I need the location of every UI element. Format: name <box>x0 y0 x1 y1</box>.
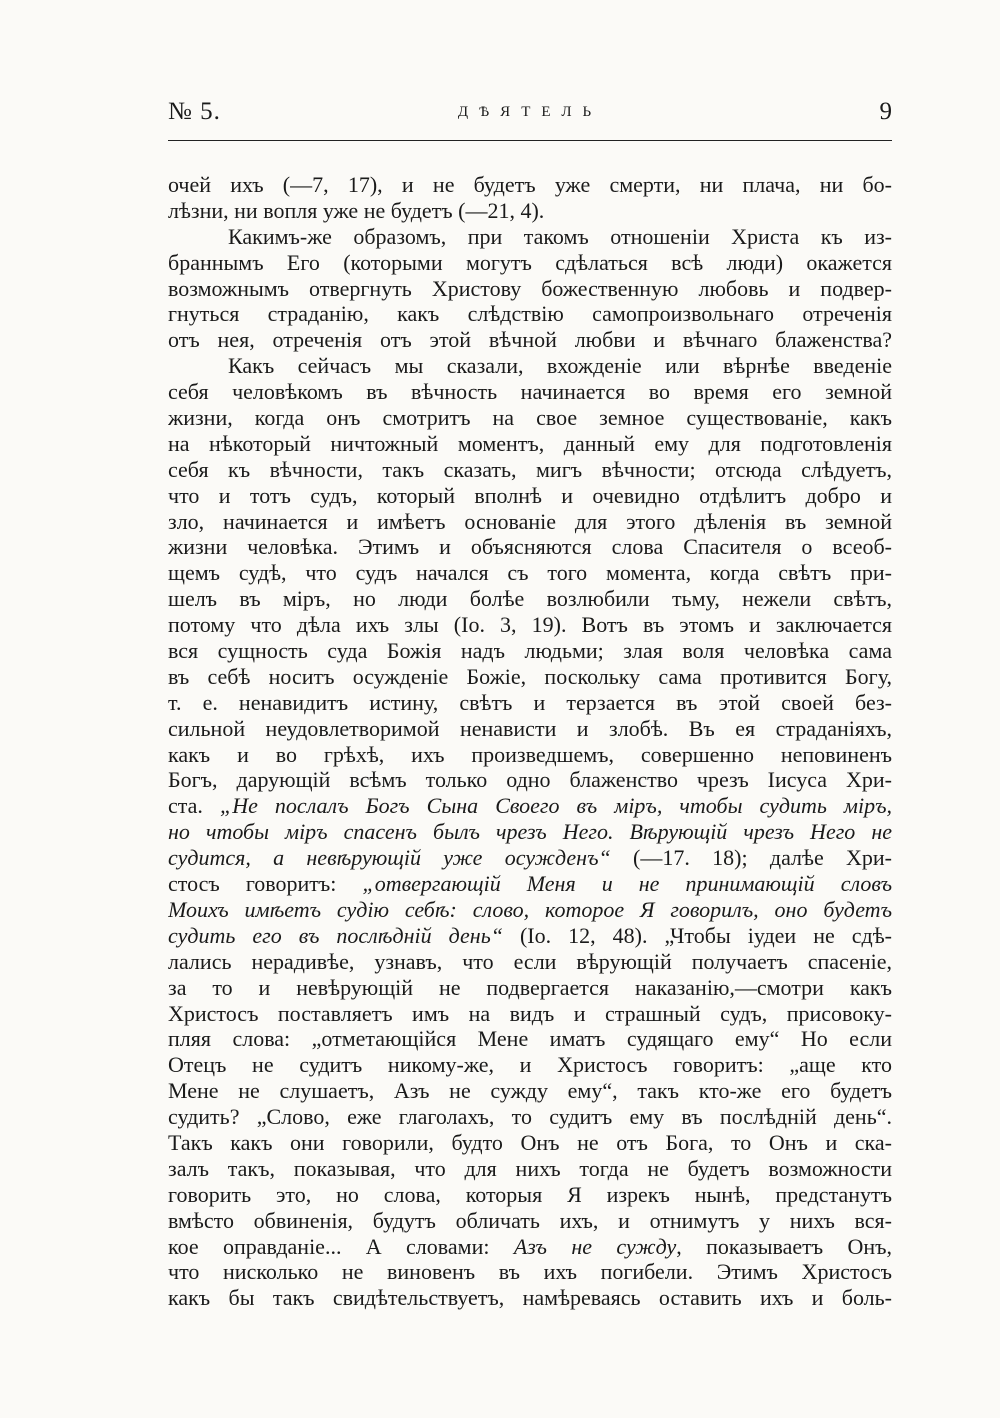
text-segment: жизни человѣка. Этимъ и объясняются слова Спасителя о всеоб- <box>168 534 892 560</box>
text-segment: залъ такъ, показывая, что для нихъ тогда не будетъ возможности <box>168 1155 892 1181</box>
text-segment: пляя слова: „отметающійся Мене иматъ судящаго ему“ Но если <box>168 1026 892 1052</box>
text-segment: себя человѣкомъ въ вѣчность начинается во время его земной <box>168 379 892 405</box>
text-segment: въ себѣ носитъ осужденіе Божіе, поскольку сама противится Богу, <box>168 663 892 689</box>
text-segment: т. е. ненавидитъ истину, свѣтъ и терзается въ этой своей без- <box>168 689 892 715</box>
text-line <box>168 1182 892 1208</box>
text-line <box>168 250 892 276</box>
italic-quote-segment: Моихъ имѣетъ судію себѣ: слово, которое Я говорилъ, оно будетъ <box>168 896 892 922</box>
text-line <box>168 224 892 250</box>
body-text <box>168 172 892 1311</box>
text-segment: какъ и во грѣхѣ, ихъ произведшемъ, совершенно неповиненъ <box>168 741 892 767</box>
text-segment: за то и невѣрующій не подвергается наказанію,—смотри какъ <box>168 974 892 1000</box>
text-line <box>168 276 892 302</box>
text-segment: Какимъ-же образомъ, при такомъ отношеніи Христа къ из- <box>228 223 892 249</box>
text-segment: браннымъ Его (которыми могутъ сдѣлаться всѣ люди) окажется <box>168 249 892 275</box>
text-segment: возможнымъ отвергнуть Христову божественную любовь и подвер- <box>168 275 892 301</box>
journal-title: ДѢЯТЕЛЬ <box>457 104 603 120</box>
text-line <box>168 457 892 483</box>
text-line <box>168 1234 892 1260</box>
text-segment: зло, начинается и имѣетъ основаніе для этого дѣленія въ земной <box>168 508 892 534</box>
text-segment: какъ бы такъ свидѣтельствуетъ, намѣреваясь оставить ихъ и боль- <box>168 1285 892 1311</box>
text-line <box>168 742 892 768</box>
text-line <box>168 664 892 690</box>
text-line <box>168 923 892 949</box>
text-segment: на нѣкоторый ничтожный моментъ, данный ему для подготовленія <box>168 430 892 456</box>
text-line <box>168 949 892 975</box>
text-segment: Богъ, дарующій всѣмъ только одно блаженство чрезъ Іисуса Хри- <box>168 767 892 793</box>
text-segment: Такъ какъ они говорили, будто Онъ не отъ Бога, то Онъ и ска- <box>168 1129 892 1155</box>
issue-number: № 5. <box>168 98 221 125</box>
text-line <box>168 534 892 560</box>
text-line <box>168 1130 892 1156</box>
text-segment: (Io. 12, 48). „Чтобы іудеи не сдѣ- <box>502 922 892 948</box>
text-line <box>168 379 892 405</box>
text-line <box>168 483 892 509</box>
text-segment: кое оправданіе... А словами: <box>168 1233 514 1259</box>
text-line <box>168 172 892 198</box>
text-segment: вся сущность суда Божія надъ людьми; злая воля человѣка сама <box>168 638 892 664</box>
page-number: 9 <box>879 98 892 125</box>
text-segment: говорить это, но слова, которыя Я изрекъ нынѣ, предстанутъ <box>168 1181 892 1207</box>
running-header <box>168 98 892 134</box>
text-segment: Какъ сейчасъ мы сказали, вхожденіе или вѣрнѣе введеніе <box>228 353 892 379</box>
text-line <box>168 845 892 871</box>
text-segment: вмѣсто обвиненія, будутъ обличать ихъ, и отнимутъ у нихъ вся- <box>168 1207 892 1233</box>
text-line <box>168 509 892 535</box>
text-segment: что нисколько не виновенъ въ ихъ погибели. Этимъ Христосъ <box>168 1259 892 1285</box>
text-line <box>168 405 892 431</box>
text-line <box>168 1208 892 1234</box>
text-segment: (—17. 18); далѣе Хри- <box>610 845 892 871</box>
text-line <box>168 716 892 742</box>
text-line <box>168 327 892 353</box>
italic-quote-segment: судить его въ послѣдній день“ <box>168 922 503 948</box>
text-segment: жизни, когда онъ смотритъ на свое земное существованіе, какъ <box>168 405 892 431</box>
text-line <box>168 690 892 716</box>
text-line <box>168 638 892 664</box>
text-segment: что и тотъ судъ, который вполнѣ и очевидно отдѣлитъ добро и <box>168 482 892 508</box>
text-line <box>168 1001 892 1027</box>
text-segment: судить? „Слово, еже глаголахъ, то судитъ ему въ послѣдній день“. <box>168 1104 892 1130</box>
italic-quote-segment: „отвергающій Меня и не принимающій словъ <box>362 871 892 897</box>
text-segment: , показываетъ Онъ, <box>676 1233 892 1259</box>
text-segment: лѣзни, ни вопля уже не будетъ (—21, 4). <box>168 197 545 223</box>
italic-quote-segment: Азъ не сужду <box>513 1233 677 1259</box>
text-line <box>168 1285 892 1311</box>
text-line <box>168 975 892 1001</box>
text-segment: стосъ говоритъ: <box>168 871 363 897</box>
text-segment: Отецъ не судитъ никому-же, и Христосъ говоритъ: „аще кто <box>168 1052 892 1078</box>
text-segment: очей ихъ (—7, 17), и не будетъ уже смерти, ни плача, ни бо- <box>168 172 892 197</box>
text-line <box>168 586 892 612</box>
text-line <box>168 819 892 845</box>
text-line <box>168 353 892 379</box>
text-segment: себя къ вѣчности, такъ сказать, мигъ вѣчности; отсюда слѣдуетъ, <box>168 456 892 482</box>
text-line <box>168 793 892 819</box>
text-segment: щемъ судѣ, что судъ начался съ того момента, когда свѣтъ при- <box>168 560 892 586</box>
italic-quote-segment: но чтобы міръ спасенъ былъ чрезъ Него. Вѣрующій чрезъ Него не <box>168 819 892 845</box>
text-line <box>168 1259 892 1285</box>
text-segment: Христосъ поставляетъ имъ на видъ и страшный судъ, присовоку- <box>168 1000 892 1026</box>
text-line <box>168 897 892 923</box>
text-line <box>168 871 892 897</box>
text-segment: отъ нея, отреченія отъ этой вѣчной любви и вѣчнаго блаженства? <box>168 327 892 353</box>
text-segment: сильной неудовлетворимой ненависти и злобѣ. Въ ея страданіяхъ, <box>168 715 892 741</box>
text-line <box>168 1078 892 1104</box>
text-segment: Мене не слушаетъ, Азъ не сужду ему“, такъ кто-же его будетъ <box>168 1078 892 1104</box>
text-line <box>168 198 892 224</box>
text-line <box>168 612 892 638</box>
header-rule <box>168 140 892 141</box>
italic-quote-segment: судится, а невѣрующій уже осужденъ“ <box>168 845 611 871</box>
text-segment: потому что дѣла ихъ злы (Io. 3, 19). Вотъ въ этомъ и заключается <box>168 612 892 638</box>
text-line <box>168 1104 892 1130</box>
text-segment: ста. <box>168 793 220 819</box>
text-segment: шелъ въ міръ, но люди болѣе возлюбили тьму, нежели свѣтъ, <box>168 586 892 612</box>
text-segment: лались нерадивѣе, узнавъ, что если вѣрующій получаетъ спасеніе, <box>168 948 892 974</box>
text-line <box>168 767 892 793</box>
text-line <box>168 301 892 327</box>
text-line <box>168 431 892 457</box>
text-line <box>168 1156 892 1182</box>
text-line <box>168 1026 892 1052</box>
text-line <box>168 1052 892 1078</box>
text-segment: гнуться страданію, какъ слѣдствію самопроизвольнаго отреченія <box>168 301 892 327</box>
text-line <box>168 560 892 586</box>
italic-quote-segment: „Не послалъ Богъ Сына Своего въ міръ, чтобы судить міръ, <box>219 793 892 819</box>
